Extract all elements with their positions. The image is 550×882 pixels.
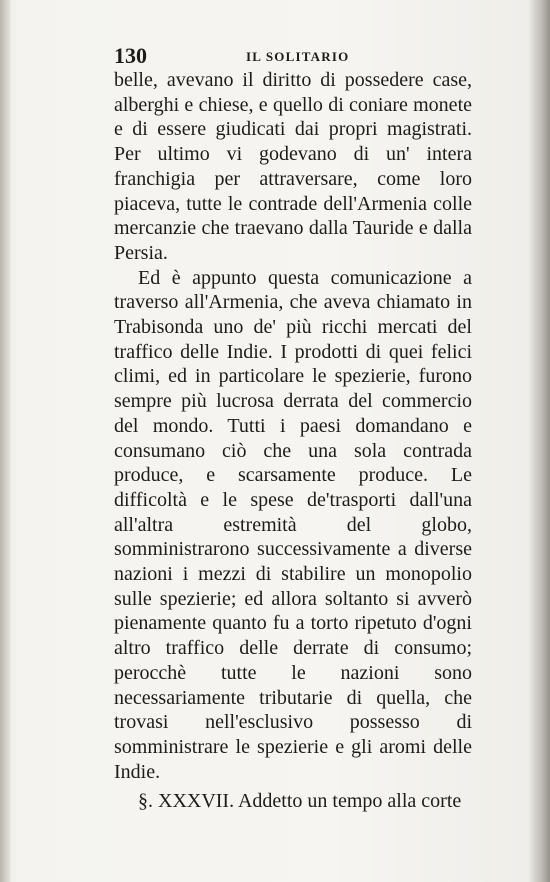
running-head: IL SOLITARIO: [246, 49, 350, 64]
section-start: §. XXXVII. Addetto un tempo alla corte: [138, 790, 462, 813]
page-number: 130: [114, 43, 147, 68]
body-text: [114, 68, 472, 814]
paragraph-continuation: belle, avevano il diritto di possedere case, alberghi e chiese, e quello di coniare monete e di essere giudicati dai propri magistrati. Per ultimo vi godevano di un' intera franchigia per attraversare, come loro piaceva, tutte le contrade dell'Armenia colle mercanzie che traevano dalla Tauride e dalla Persia.: [114, 69, 472, 264]
paragraph-main: Ed è appunto questa comunicazione a traverso all'Armenia, che aveva chiamato in Trabisonda uno de' più ricchi mercati del traffico delle Indie. I prodotti di quei felici climi, ed in particolare le spezierie, furono sempre più lucrosa derrata del commercio del mondo. Tutti i paesi domandano e consumano ciò che una sola contrada produce, e scarsamente produce. Le difficoltà e le spese de'trasporti dall'una all'altra estremità del globo, somministrarono successivamente a diverse nazioni i mezzi di stabilire un monopolio sulle spezierie; ed allora soltanto si avverò pienamente quanto fu a torto ripetuto d'ogni altro traffico delle derrate di consumo; perocchè tutte le nazioni sono necessariamente tributarie di quella, che trovasi nell'esclusivo possesso di somministrare le spezierie e gli aromi delle Indie.: [114, 266, 472, 783]
page-header: [114, 44, 472, 68]
page-fore-edge: [528, 0, 550, 882]
page-binding-edge: [0, 0, 10, 882]
